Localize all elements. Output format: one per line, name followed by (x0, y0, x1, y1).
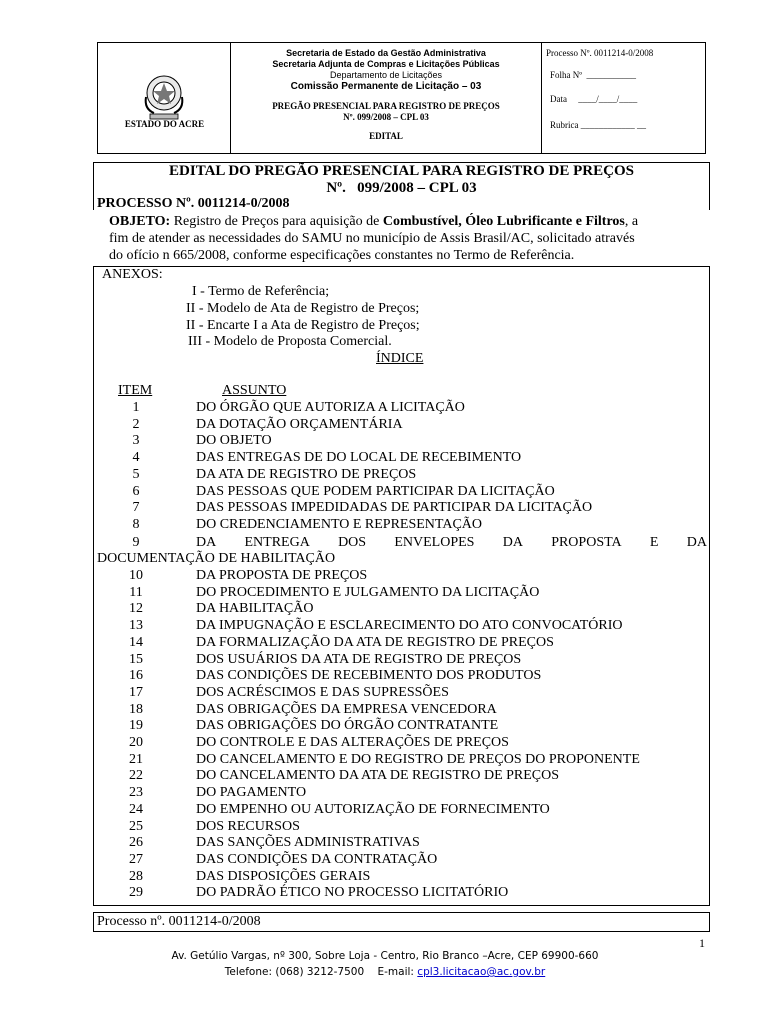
folha-field: Folha Nº ___________ (550, 70, 637, 80)
index-item-number: 9 (132, 535, 140, 550)
index-item-9-word: DA (502, 535, 523, 550)
footer-email-link[interactable]: cpl3.licitacao@ac.gov.br (417, 966, 546, 978)
index-item-number: 8 (132, 516, 140, 532)
anexo-text: Encarte I a Ata de Registro de Preços; (207, 318, 420, 333)
index-item-9-word: E (649, 535, 659, 550)
index-item-number: 15 (129, 651, 143, 667)
objeto-text-b: Combustível, Óleo Lubrificante e Filtros (382, 214, 625, 229)
anexo-item (186, 301, 419, 317)
index-item-text: DO EMPENHO OU AUTORIZAÇÃO DE FORNECIMENTO (196, 801, 550, 817)
index-item-number: 1 (132, 400, 140, 415)
index-item-text: DO PAGAMENTO (196, 785, 307, 801)
index-item-number: 29 (129, 885, 143, 901)
anexo-item (188, 334, 392, 350)
column-item-header: ITEM (118, 383, 153, 398)
letterhead-table (97, 42, 706, 154)
objeto-line2: fim de atender as necessidades do SAMU no município de Assis Brasil/AC, solicitado através (109, 231, 635, 246)
objeto-text-a: Registro de Preços para aquisição de (170, 214, 383, 229)
objeto-text-c: , a (624, 214, 639, 229)
index-item-9-text (196, 535, 707, 551)
index-item-number: 18 (129, 701, 143, 717)
anexo-number: I - (192, 284, 205, 299)
index-item-9-word: PROPOSTA (551, 535, 622, 550)
index-item-text: DA FORMALIZAÇÃO DA ATA DE REGISTRO DE PREÇOS (196, 634, 554, 650)
index-item-number: 24 (129, 801, 143, 817)
anexos-label: ANEXOS: (102, 267, 163, 282)
index-item-number: 17 (129, 684, 143, 700)
index-item-text: DOS USUÁRIOS DA ATA DE REGISTRO DE PREÇOS (196, 651, 522, 667)
anexo-text: Modelo de Ata de Registro de Preços; (207, 301, 420, 316)
index-item-number: 5 (132, 466, 140, 482)
index-item-number: 13 (129, 618, 143, 634)
index-item-text: DAS SANÇÕES ADMINISTRATIVAS (196, 835, 420, 851)
objeto-line3: do ofício n 665/2008, conforme especificações constantes no Termo de Referência. (109, 248, 575, 263)
index-item-number: 26 (129, 835, 143, 851)
index-item-number: 16 (129, 668, 143, 684)
footer-phone: Telefone: (068) 3212-7500 E-mail: (224, 966, 418, 978)
index-item-text: DAS PESSOAS IMPEDIDADAS DE PARTICIPAR DA LICITAÇÃO (196, 500, 593, 516)
index-item-number: 10 (129, 568, 143, 583)
footer-address: Av. Getúlio Vargas, nº 300, Sobre Loja - Centro, Rio Branco –Acre, CEP 69900-660 (171, 950, 599, 962)
index-item-number: 3 (132, 433, 140, 449)
index-item-number: 20 (129, 735, 143, 750)
index-item-text: DO CONTROLE E DAS ALTERAÇÕES DE PREÇOS (196, 735, 509, 750)
index-item-text: DO ÓRGÃO QUE AUTORIZA A LICITAÇÃO (196, 400, 465, 415)
index-item-text: DAS PESSOAS QUE PODEM PARTICIPAR DA LICITAÇÃO (196, 483, 555, 499)
anexo-number: II - (186, 301, 204, 316)
objeto-line1 (109, 214, 638, 230)
departamento: Departamento de Licitações (329, 70, 443, 80)
document-title-line2: Nº. 099/2008 – CPL 03 (326, 180, 477, 196)
index-item-text: DA ATA DE REGISTRO DE PREÇOS (196, 466, 417, 482)
index-item-text: DA DOTAÇÃO ORÇAMENTÁRIA (196, 416, 403, 432)
index-item-number: 7 (132, 500, 140, 516)
rubrica-field: Rubrica ____________ __ (550, 120, 646, 130)
index-item-number: 4 (132, 450, 140, 466)
secretaria: Secretaria de Estado da Gestão Administrativa (286, 48, 486, 58)
letterhead-center-cell (231, 43, 541, 153)
index-item-9-continuation: DOCUMENTAÇÃO DE HABILITAÇÃO (97, 551, 336, 566)
index-item-text: DO CANCELAMENTO DA ATA DE REGISTRO DE PREÇOS (196, 768, 560, 784)
state-name: ESTADO DO ACRE (124, 119, 205, 129)
index-item-text: DAS CONDIÇÕES DE RECEBIMENTO DOS PRODUTOS (196, 668, 542, 684)
process-heading: PROCESSO Nº. 0011214-0/2008 (97, 196, 290, 211)
index-item-9-word: DOS (338, 535, 367, 550)
index-item-text: DA IMPUGNAÇÃO E ESCLARECIMENTO DO ATO CONVOCATÓRIO (196, 618, 623, 634)
anexo-text: Termo de Referência; (208, 284, 330, 299)
index-item-text: DO OBJETO (196, 433, 272, 449)
index-item-text: DO CREDENCIAMENTO E REPRESENTAÇÃO (196, 516, 483, 532)
index-item-text: DAS OBRIGAÇÕES DO ÓRGÃO CONTRATANTE (196, 718, 499, 734)
index-item-text: DAS ENTREGAS DE DO LOCAL DE RECEBIMENTO (196, 450, 522, 466)
index-item-text: DA PROPOSTA DE PREÇOS (196, 568, 368, 583)
index-item-number: 11 (129, 584, 143, 600)
anexo-item (186, 318, 420, 334)
index-item-text: DAS DISPOSIÇÕES GERAIS (196, 868, 371, 884)
edital-label: EDITAL (369, 131, 403, 141)
index-item-text: DOS ACRÉSCIMOS E DAS SUPRESSÕES (196, 684, 449, 700)
index-item-text: DO PADRÃO ÉTICO NO PROCESSO LICITATÓRIO (196, 885, 509, 901)
process-footer-text: Processo nº. 0011214-0/2008 (97, 914, 261, 929)
index-item-number: 14 (129, 634, 143, 650)
index-item-number: 19 (129, 718, 143, 734)
index-item-number: 25 (129, 818, 143, 834)
index-item-text: DAS CONDIÇÕES DA CONTRATAÇÃO (196, 851, 438, 867)
data-field: Data ____/____/____ (550, 94, 638, 104)
anexo-text: Modelo de Proposta Comercial. (213, 334, 392, 349)
page-number: 1 (699, 936, 705, 950)
index-item-9-word: DA (196, 535, 217, 550)
process-number: Processo Nº. 0011214-0/2008 (546, 48, 654, 58)
index-item-text: DAS OBRIGAÇÕES DA EMPRESA VENCEDORA (196, 701, 497, 717)
comissao: Comissão Permanente de Licitação – 03 (290, 81, 482, 92)
document-title-line1: EDITAL DO PREGÃO PRESENCIAL PARA REGISTRO DE PREÇOS (169, 163, 634, 179)
footer-contact (0, 966, 770, 978)
index-item-9-word: DA (686, 535, 707, 550)
index-item-number: 6 (132, 483, 140, 499)
anexo-number: II - (186, 318, 204, 333)
index-item-number: 23 (129, 785, 143, 801)
index-item-number: 27 (129, 851, 143, 867)
anexo-item (192, 284, 329, 300)
pregao-line2: Nº. 099/2008 – CPL 03 (343, 112, 429, 122)
index-item-text: DO PROCEDIMENTO E JULGAMENTO DA LICITAÇÃO (196, 584, 540, 600)
index-item-text: DOS RECURSOS (196, 818, 300, 834)
index-item-number: 12 (129, 601, 143, 617)
index-item-9-word: ENTREGA (244, 535, 310, 550)
objeto-label: OBJETO: (109, 214, 171, 229)
index-item-text: DO CANCELAMENTO E DO REGISTRO DE PREÇOS DO PROPONENTE (196, 751, 640, 767)
index-item-number: 21 (129, 751, 143, 767)
secretaria-adjunta: Secretaria Adjunta de Compras e Licitações Públicas (272, 59, 500, 69)
anexo-number: III - (188, 334, 211, 349)
column-assunto-header: ASSUNTO (222, 383, 287, 398)
index-item-number: 2 (132, 416, 140, 432)
index-item-text: DA HABILITAÇÃO (196, 601, 314, 617)
index-item-9-word: ENVELOPES (394, 535, 475, 550)
letterhead-process-cell (541, 43, 705, 153)
indice-heading: ÍNDICE (376, 351, 424, 366)
pregao-line1: PREGÃO PRESENCIAL PARA REGISTRO DE PREÇOS (272, 101, 500, 111)
letterhead-logo-cell (98, 43, 231, 153)
index-item-number: 28 (129, 868, 143, 884)
index-item-number: 22 (129, 768, 143, 784)
